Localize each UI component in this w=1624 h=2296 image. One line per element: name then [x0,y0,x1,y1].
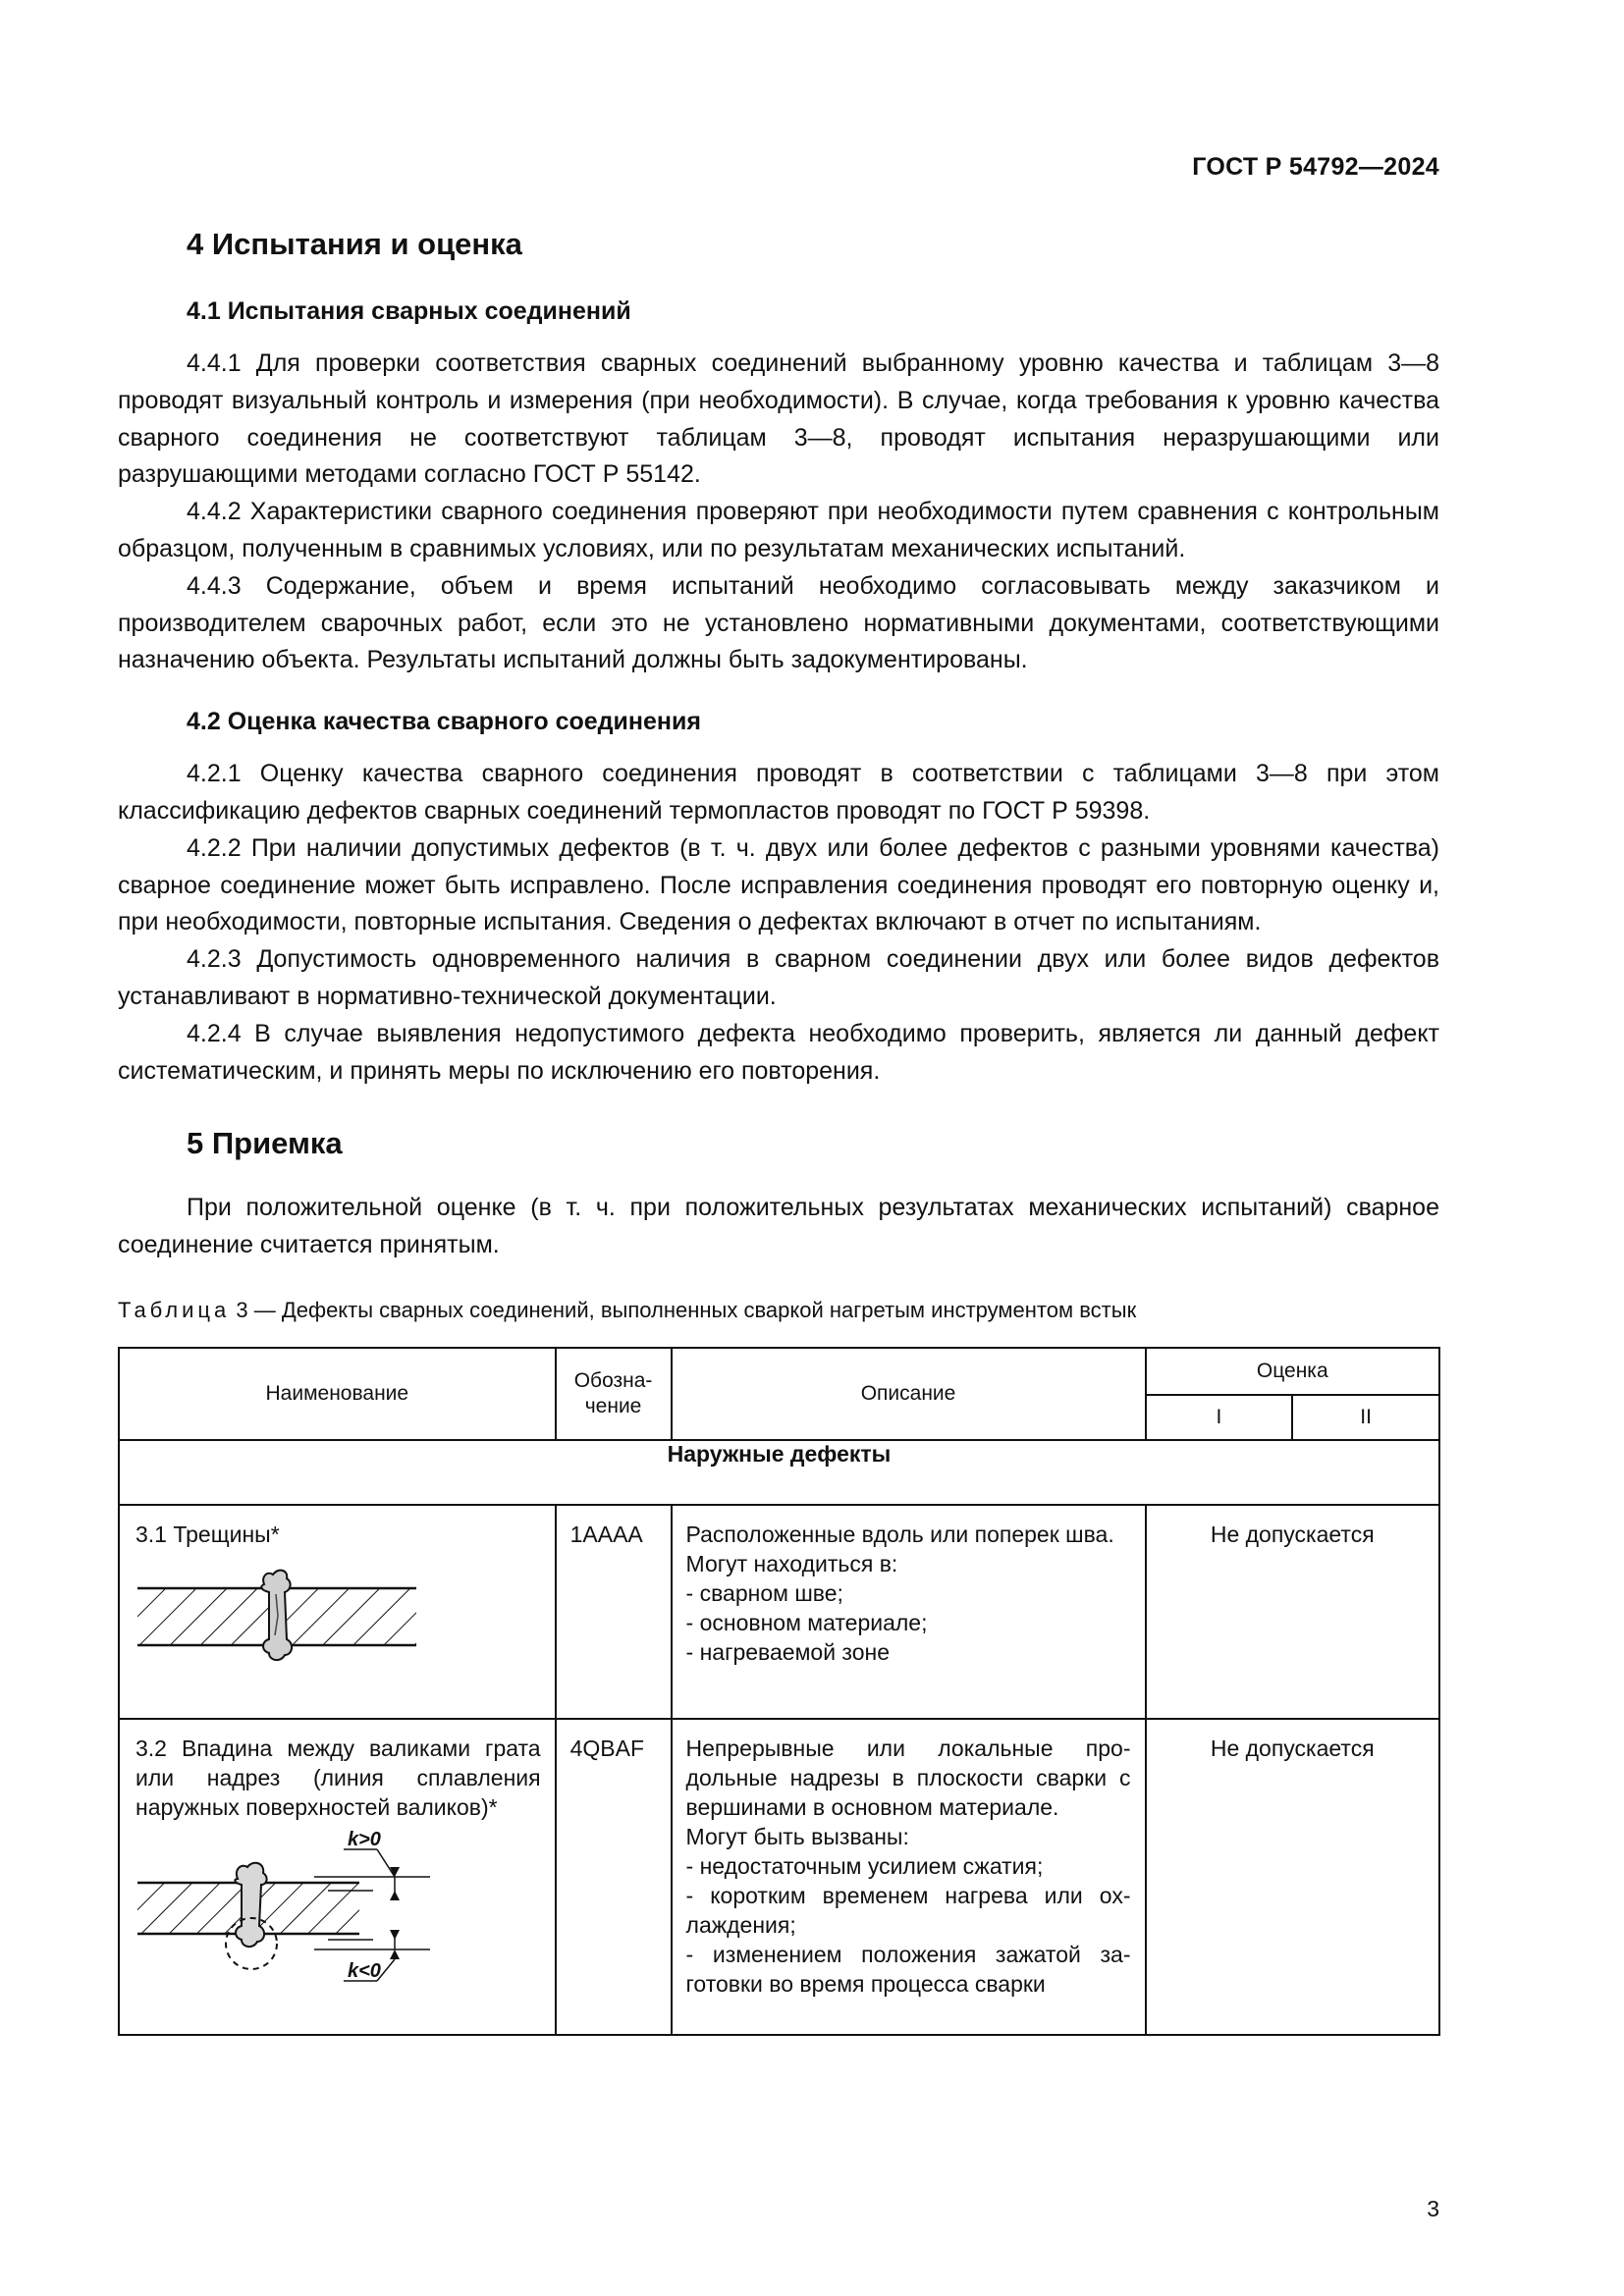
defects-table [118,1347,1440,2036]
table-row [119,1719,1439,2035]
group-external-defects: Наружные дефекты [119,1440,1439,1505]
row-3-2-description [672,1719,1146,2035]
row-3-1-desc-line-4: - основном материале; [685,1609,928,1635]
row-3-2-desc-line-2: Могут быть вызваны: [685,1823,909,1849]
header-code [556,1348,672,1440]
row-3-2-desc-line-4: - коротким временем нагрева или охлаждения; [685,1882,1131,1938]
figure-label-bottom: k<0 [348,1959,381,1982]
page-number: 3 [1427,2196,1439,2221]
subsection-4-2-title: 4.2 Оценка качества сварного соединения [187,708,701,736]
row-3-1-desc-line-1: Расположенные вдоль или поперек шва. [685,1521,1114,1547]
page-content [118,224,1439,2036]
row-3-2-grade: Не допускается [1146,1719,1439,2035]
header-code-line1: Обозна- [573,1368,653,1392]
group-row [119,1440,1439,1505]
paragraph-4-2-4: 4.2.4 В случае выявления недопустимого дефекта необходимо проверить, является ли данный дефект систематическим, и принять меры по исключению его повторения. [118,1019,1439,1085]
document-code: ГОСТ Р 54792—2024 [1192,153,1439,181]
crack-figure [135,1557,420,1670]
row-3-1-description [672,1505,1146,1719]
header-grade-2: II [1292,1395,1439,1440]
header-code-line2: чение [584,1394,642,1417]
row-3-1-desc-line-5: - нагреваемой зоне [685,1638,891,1665]
row-3-1-desc-line-2: Могут находиться в: [685,1550,898,1576]
row-3-1-name-cell [119,1505,556,1719]
row-3-2-code: 4QBAF [556,1719,672,2035]
paragraph-4-4-2: 4.4.2 Характеристики сварного соединения проверяют при необходимости путем сравнения с контрольным образцом, полученным в сравнимых условиях, или по результатам механических испытаний. [118,498,1439,562]
section-5-title: 5 Приемка [187,1126,343,1161]
paragraph-5: При положительной оценке (в т. ч. при положительных результатах механических испытаний) сварное соединение считается принятым. [118,1194,1439,1259]
table-caption-word: Таблица [118,1297,231,1322]
table-caption [118,1296,1439,1325]
paragraph-4-4-1: 4.4.1 Для проверки соответствия сварных соединений выбранному уровню качества и таблицам 3—8 проводят визуальный контроль и измерения (при необходимости). В случае, когда требования к уровню качества сварного соединения не соответствуют таблицам 3—8, проводят испытания неразрушающими или разрушающими методами согласно ГОСТ Р 55142. [118,349,1439,489]
row-3-1-desc-line-3: - сварном шве; [685,1579,843,1606]
subsection-4-1-title: 4.1 Испытания сварных соединений [187,297,631,325]
paragraph-4-4-3: 4.4.3 Содержание, объем и время испытаний необходимо согласовывать между заказчиком и производителем сварочных работ, если это не установлено нормативными документами, соответствующими назначению объекта. Результаты испытаний должны быть задокументированы. [118,571,1439,674]
table-caption-text: 3 — Дефекты сварных соединений, выполненных сваркой нагретым инструментом встык [230,1297,1137,1322]
row-3-2-desc-line-1: Непрерывные или локальные продольные надрезы в плоскости сварки с вершинами в основном материале. [685,1735,1131,1820]
row-3-2-name: 3.2 Впадина между валиками грата или надрез (линия сплавления наружных поверхностей валиков)* [135,1735,541,1820]
row-3-1-code: 1AAAA [556,1505,672,1719]
header-grade-1: I [1146,1395,1293,1440]
notch-figure [135,1828,430,1995]
table-header-row [119,1348,1439,1395]
row-3-2-name-cell [119,1719,556,2035]
row-3-2-desc-line-3: - недостаточным усилием сжатия; [685,1852,1044,1879]
paragraph-4-2-2: 4.2.2 При наличии допустимых дефектов (в т. ч. двух или более дефектов с разными уровнями качества) сварное соединение может быть исправлено. После исправления соединения проводят его повторную оценку и, при необходимости, повторные испытания. Сведения о дефектах включают в отчет по испытаниям. [118,833,1439,936]
section-4-title: 4 Испытания и оценка [187,227,522,261]
header-name: Наименование [119,1348,556,1440]
header-grade: Оценка [1146,1348,1439,1395]
header-description: Описание [672,1348,1146,1440]
paragraph-4-2-3: 4.2.3 Допустимость одновременного наличия в сварном соединении двух или более видов дефектов устанавливают в нормативно-технической документации. [118,945,1439,1010]
paragraph-4-2-1: 4.2.1 Оценку качества сварного соединения проводят в соответствии с таблицами 3—8 при этом классификацию дефектов сварных соединений термопластов проводят по ГОСТ Р 59398. [118,760,1439,825]
table-row [119,1505,1439,1719]
figure-label-top: k>0 [348,1828,381,1850]
row-3-2-desc-line-5: - изменением положения зажатой заготовки во время процесса сварки [685,1941,1131,1997]
row-3-1-grade: Не допускается [1146,1505,1439,1719]
row-3-1-name: 3.1 Трещины* [135,1521,280,1547]
